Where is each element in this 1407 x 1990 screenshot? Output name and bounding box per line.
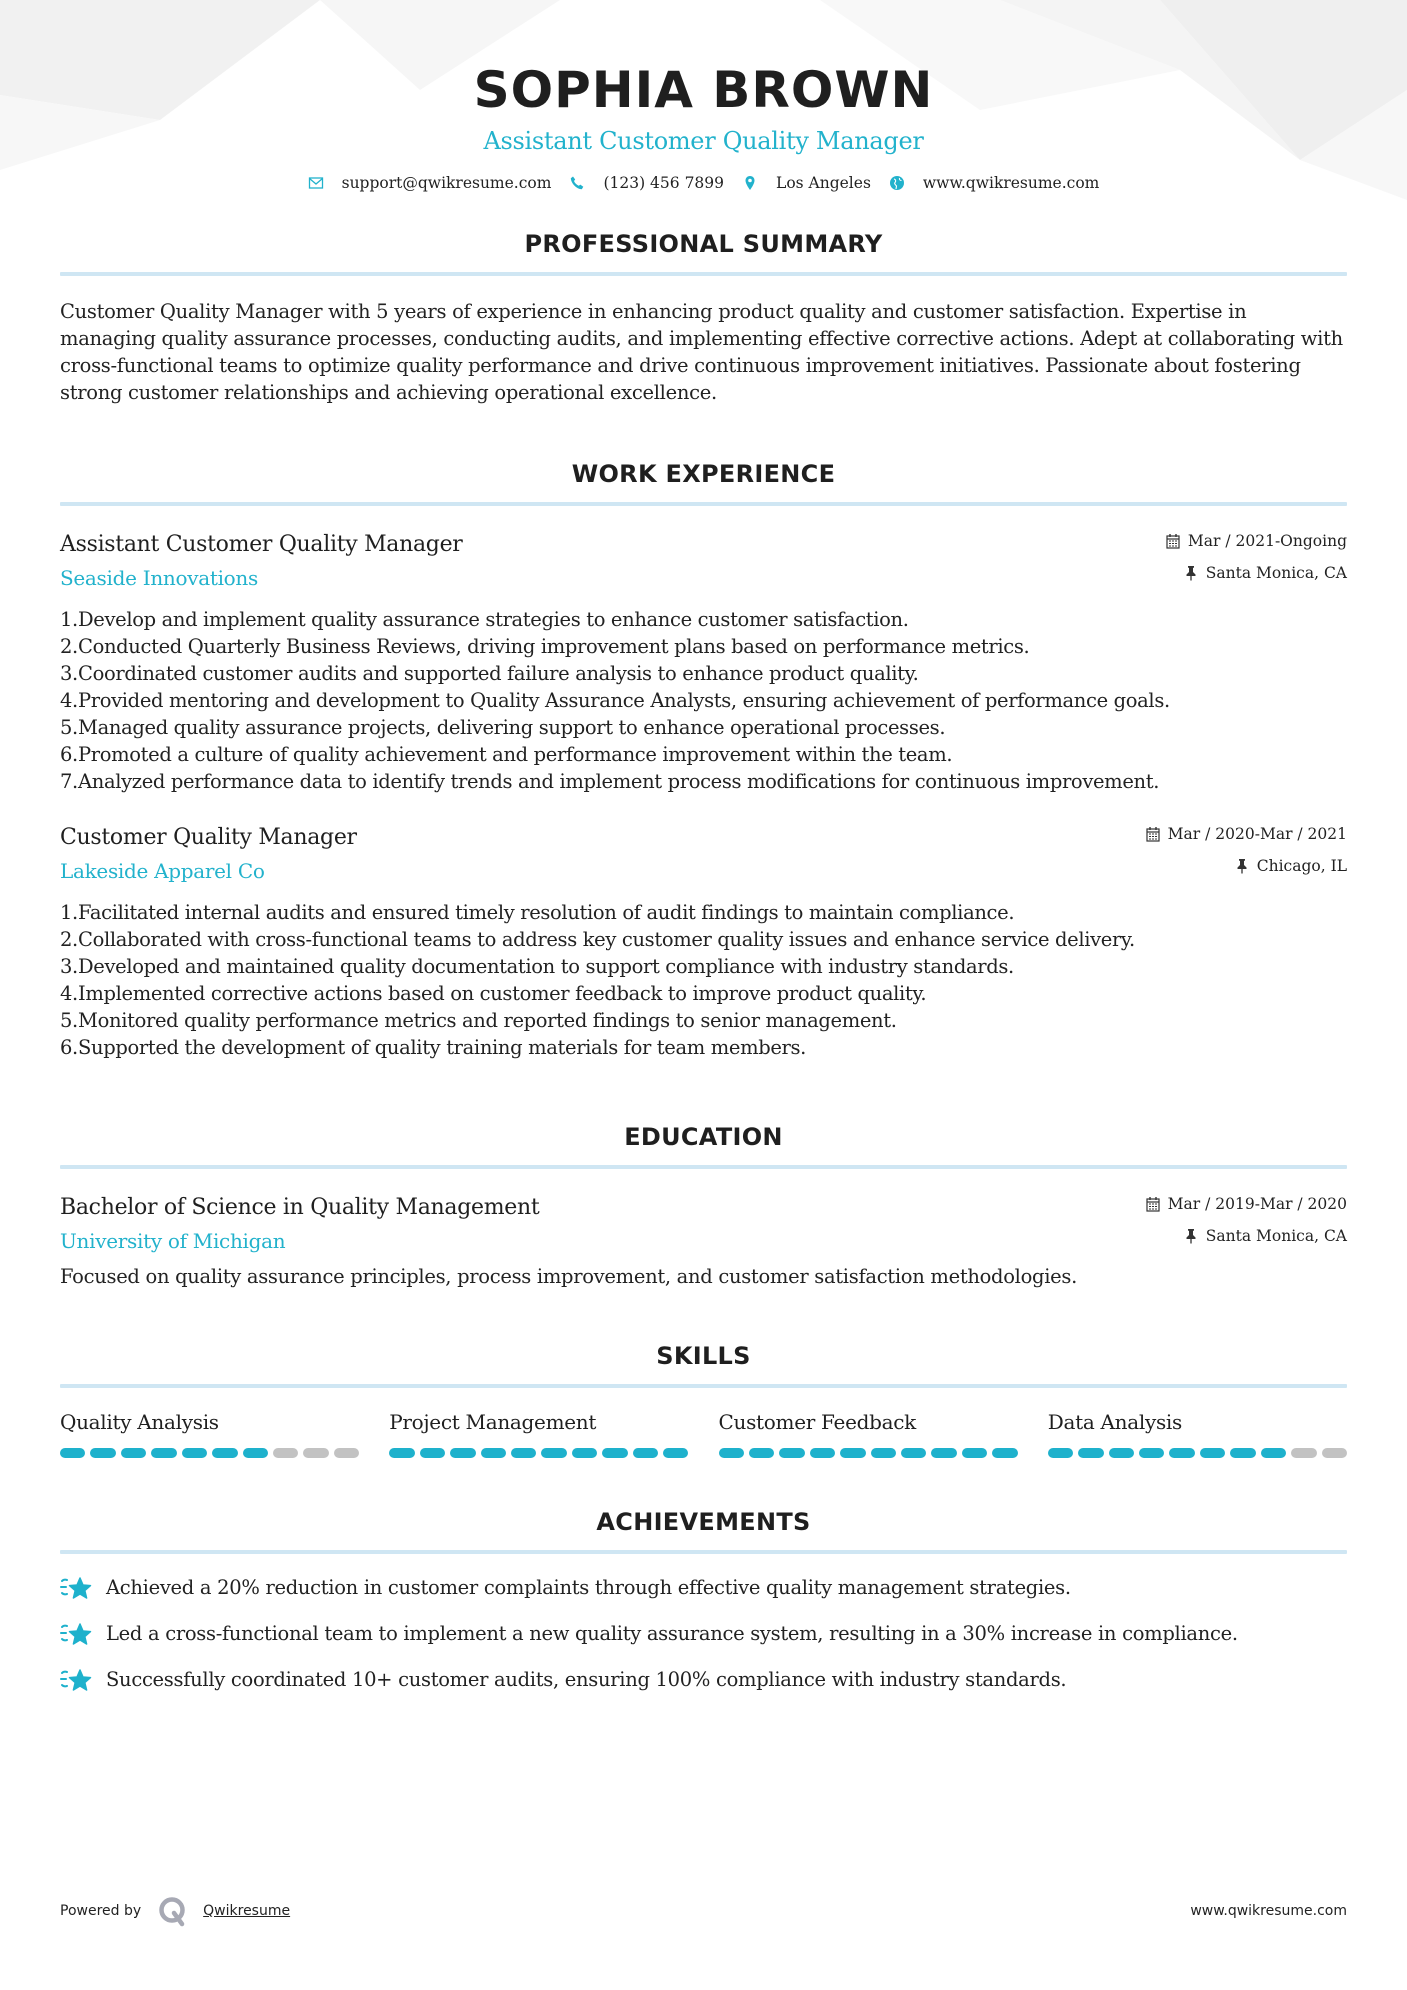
section-title-summary: PROFESSIONAL SUMMARY: [524, 230, 883, 258]
skill-item: [1048, 1408, 1347, 1458]
achievement-item: [60, 1664, 1347, 1696]
contact-website[interactable]: [889, 174, 1099, 192]
skill-segment-filled: [749, 1448, 774, 1458]
skill-segment-filled: [1078, 1448, 1103, 1458]
job-meta: [1166, 530, 1347, 584]
job-bullets: [60, 606, 1347, 795]
job-bullet: 5. Monitored quality performance metrics and reported findings to senior management.: [60, 1009, 897, 1032]
achievement-text: Successfully coordinated 10+ customer audits, ensuring 100% compliance with industry standards.: [106, 1668, 1067, 1691]
achievements-section: [60, 1508, 1347, 1696]
section-divider: [60, 1550, 1347, 1554]
skill-segment-filled: [1230, 1448, 1255, 1458]
skill-segment-filled: [151, 1448, 176, 1458]
job-bullet: 1. Develop and implement quality assurance strategies to enhance customer satisfaction.: [60, 608, 909, 631]
work-experience-section: [60, 460, 1347, 1061]
achievement-text: Led a cross-functional team to implement a new quality assurance system, resulting in a 30% increase in compliance.: [106, 1622, 1238, 1645]
skill-segment-filled: [719, 1448, 744, 1458]
section-title-achievements: ACHIEVEMENTS: [596, 1508, 811, 1536]
education-location: Santa Monica, CA: [1205, 1227, 1347, 1245]
contact-bar: [60, 174, 1347, 192]
education-entry: [60, 1193, 1347, 1290]
mail-icon: [308, 175, 324, 191]
skill-segment-filled: [420, 1448, 445, 1458]
skill-segment-empty: [1322, 1448, 1347, 1458]
qwikresume-link[interactable]: Qwikresume: [203, 1903, 291, 1919]
pushpin-icon: [1184, 565, 1198, 581]
degree-title: Bachelor of Science in Quality Management: [60, 1195, 540, 1220]
skill-segment-filled: [1169, 1448, 1194, 1458]
skill-segment-filled: [992, 1448, 1017, 1458]
skill-segment-filled: [212, 1448, 237, 1458]
contact-phone[interactable]: [569, 174, 724, 192]
summary-text: Customer Quality Manager with 5 years of experience in enhancing product quality and customer satisfaction. Expertise in managing quality assurance processes, conducting audits, and implementing effective corrective actions. Adept at collaborating with cross-functional teams to optimize quality performance and drive continuous improvement initiatives. Passionate about fostering strong customer relationships and achieving operational excellence.: [60, 300, 1343, 404]
section-title-skills: SKILLS: [656, 1342, 751, 1370]
skills-section: [60, 1342, 1347, 1458]
job-bullet: 7. Analyzed performance data to identify trends and implement process modifications for continuous improvement.: [60, 770, 1160, 793]
skill-segment-filled: [511, 1448, 536, 1458]
professional-summary-section: [60, 230, 1347, 406]
skill-segment-filled: [90, 1448, 115, 1458]
section-title-work: WORK EXPERIENCE: [571, 460, 836, 488]
skill-segment-filled: [481, 1448, 506, 1458]
education-dates: Mar / 2019-Mar / 2020: [1167, 1195, 1347, 1213]
job-dates: Mar / 2021-Ongoing: [1187, 532, 1347, 550]
powered-by-label: Powered by: [60, 1903, 142, 1919]
job-bullet: 3. Coordinated customer audits and supported failure analysis to enhance product quality.: [60, 662, 919, 685]
shooting-star-icon: [60, 1664, 94, 1696]
section-divider: [60, 1165, 1347, 1169]
skill-segment-filled: [810, 1448, 835, 1458]
skill-segment-filled: [450, 1448, 475, 1458]
powered-by: [60, 1895, 290, 1927]
job-bullet: 4. Implemented corrective actions based on customer feedback to improve product quality.: [60, 982, 927, 1005]
section-divider: [60, 272, 1347, 276]
skill-segment-empty: [334, 1448, 359, 1458]
calendar-icon: [1146, 1196, 1160, 1212]
skill-segment-filled: [1139, 1448, 1164, 1458]
contact-website-text: www.qwikresume.com: [922, 174, 1100, 192]
qwikresume-logo-icon: [157, 1895, 189, 1927]
skill-level-bar: [1048, 1448, 1347, 1458]
job-title: Customer Quality Manager: [60, 825, 357, 850]
section-divider: [60, 1384, 1347, 1388]
job-bullet: 4. Provided mentoring and development to Quality Assurance Analysts, ensuring achievement of performance goals.: [60, 689, 1170, 712]
skill-item: [60, 1408, 359, 1458]
job-title: Assistant Customer Quality Manager: [60, 532, 463, 557]
skill-segment-filled: [541, 1448, 566, 1458]
achievement-item: [60, 1572, 1347, 1604]
achievement-text: Achieved a 20% reduction in customer complaints through effective quality management strategies.: [106, 1576, 1071, 1599]
skill-segment-empty: [1291, 1448, 1316, 1458]
skill-segment-empty: [273, 1448, 298, 1458]
pushpin-icon: [1184, 1228, 1198, 1244]
shooting-star-icon: [60, 1618, 94, 1650]
page-footer: [60, 1895, 1347, 1927]
skill-segment-filled: [121, 1448, 146, 1458]
school-name: University of Michigan: [60, 1229, 286, 1253]
job-bullet: 1. Facilitated internal audits and ensured timely resolution of audit findings to maintain compliance.: [60, 901, 1015, 924]
job-bullets: [60, 899, 1347, 1061]
skill-segment-filled: [60, 1448, 85, 1458]
job-location: Santa Monica, CA: [1205, 564, 1347, 582]
skill-segment-filled: [931, 1448, 956, 1458]
skills-grid: [60, 1408, 1347, 1458]
job-bullet: 3. Developed and maintained quality documentation to support compliance with industry standards.: [60, 955, 1014, 978]
calendar-icon: [1146, 826, 1160, 842]
skill-segment-filled: [572, 1448, 597, 1458]
skill-item: [389, 1408, 688, 1458]
map-pin-icon: [742, 175, 758, 191]
skill-segment-empty: [303, 1448, 328, 1458]
calendar-icon: [1166, 533, 1180, 549]
job-location: Chicago, IL: [1256, 857, 1347, 875]
skill-segment-filled: [602, 1448, 627, 1458]
skill-segment-filled: [1109, 1448, 1134, 1458]
skill-name: Project Management: [389, 1410, 597, 1434]
skill-segment-filled: [1200, 1448, 1225, 1458]
skill-segment-filled: [243, 1448, 268, 1458]
skill-segment-filled: [389, 1448, 414, 1458]
skill-level-bar: [719, 1448, 1018, 1458]
skill-name: Quality Analysis: [60, 1410, 219, 1434]
pushpin-icon: [1235, 858, 1249, 874]
job-bullet: 2. Conducted Quarterly Business Reviews, driving improvement plans based on performance metrics.: [60, 635, 1030, 658]
skill-segment-filled: [871, 1448, 896, 1458]
candidate-name: SOPHIA BROWN: [473, 61, 934, 119]
achievements-list: [60, 1572, 1347, 1696]
section-divider: [60, 502, 1347, 506]
skill-segment-filled: [779, 1448, 804, 1458]
job-meta: [1146, 823, 1347, 877]
globe-icon: [889, 175, 905, 191]
job-entry: [60, 823, 1347, 1061]
job-dates: Mar / 2020-Mar / 2021: [1167, 825, 1347, 843]
contact-email-text: support@qwikresume.com: [341, 174, 552, 192]
job-bullet: 6. Promoted a culture of quality achievement and performance improvement within the team.: [60, 743, 953, 766]
education-meta: [1146, 1193, 1347, 1247]
skill-segment-filled: [962, 1448, 987, 1458]
job-bullet: 6. Supported the development of quality training materials for team members.: [60, 1036, 807, 1059]
resume-header: [60, 0, 1347, 192]
skill-segment-filled: [1048, 1448, 1073, 1458]
job-bullet: 2. Collaborated with cross-functional teams to address key customer quality issues and enhance service delivery.: [60, 928, 1135, 951]
skill-name: Data Analysis: [1047, 1410, 1182, 1434]
company-name: Seaside Innovations: [60, 566, 258, 590]
achievement-item: [60, 1618, 1347, 1650]
skill-level-bar: [60, 1448, 359, 1458]
skill-segment-filled: [1261, 1448, 1286, 1458]
section-title-education: EDUCATION: [624, 1123, 783, 1151]
job-bullet: 5. Managed quality assurance projects, delivering support to enhance operational processes.: [60, 716, 946, 739]
job-entry: [60, 530, 1347, 795]
skill-level-bar: [389, 1448, 688, 1458]
skill-name: Customer Feedback: [718, 1410, 916, 1434]
contact-email[interactable]: [308, 174, 552, 192]
skill-segment-filled: [663, 1448, 688, 1458]
skill-segment-filled: [182, 1448, 207, 1458]
company-name: Lakeside Apparel Co: [60, 859, 265, 883]
contact-phone-text: (123) 456 7899: [603, 174, 725, 192]
footer-website[interactable]: www.qwikresume.com: [1190, 1903, 1347, 1919]
phone-icon: [569, 175, 585, 191]
contact-location: [742, 174, 871, 192]
contact-location-text: Los Angeles: [776, 174, 871, 192]
candidate-role: Assistant Customer Quality Manager: [483, 127, 924, 155]
shooting-star-icon: [60, 1572, 94, 1604]
skill-segment-filled: [840, 1448, 865, 1458]
education-section: [60, 1123, 1347, 1290]
skill-item: [719, 1408, 1018, 1458]
education-description: Focused on quality assurance principles, process improvement, and customer satisfaction methodologies.: [60, 1265, 1078, 1288]
skill-segment-filled: [901, 1448, 926, 1458]
skill-segment-filled: [633, 1448, 658, 1458]
